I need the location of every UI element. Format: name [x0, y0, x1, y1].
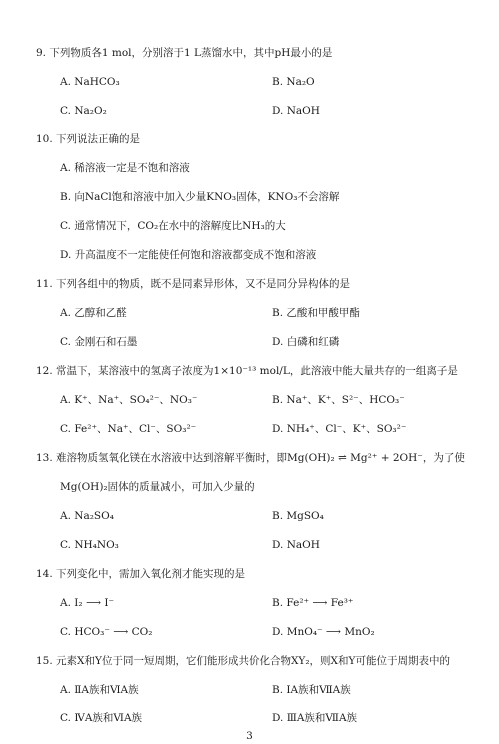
question-11-option-c: C. 金刚石和石墨: [60, 336, 138, 348]
question-14-option-d: D. MnO₄⁻ ⟶ MnO₂: [272, 626, 375, 638]
question-15-option-a: A. ⅡA族和ⅥA族: [60, 684, 139, 696]
question-12-stem: 12. 常温下，某溶液中的氢离子浓度为1×10⁻¹³ mol/L，此溶液中能大量共存的一组离子是: [36, 365, 458, 377]
question-11-stem: 11. 下列各组中的物质，既不是同素异形体，又不是同分异构体的是: [36, 278, 351, 290]
question-15-stem: 15. 元素X和Y位于同一短周期，它们能形成共价化合物XY₂，则X和Y可能位于周期表中的: [36, 655, 450, 667]
question-9-option-b: B. Na₂O: [272, 76, 315, 88]
question-13-stem-continued: Mg(OH)₂固体的质量减小，可加入少量的: [60, 481, 255, 493]
question-13-option-d: D. NaOH: [272, 539, 320, 551]
question-10-option-b: B. 向NaCl饱和溶液中加入少量KNO₃固体，KNO₃不会溶解: [60, 191, 340, 203]
question-15-option-d: D. ⅢA族和ⅦA族: [272, 712, 358, 724]
question-15-option-c: C. ⅣA族和ⅥA族: [60, 712, 143, 724]
question-12-option-d: D. NH₄⁺、Cl⁻、K⁺、SO₃²⁻: [272, 423, 407, 435]
question-11-option-a: A. 乙醇和乙醛: [60, 307, 127, 319]
question-11-option-d: D. 白磷和红磷: [272, 336, 340, 348]
question-10-option-c: C. 通常情况下，CO₂在水中的溶解度比NH₃的大: [60, 220, 286, 232]
page-number: 3: [246, 730, 253, 742]
question-9-stem: 9. 下列物质各1 mol，分别溶于1 L蒸馏水中，其中pH最小的是: [36, 47, 333, 59]
question-10-option-a: A. 稀溶液一定是不饱和溶液: [60, 162, 190, 174]
question-9-option-d: D. NaOH: [272, 105, 320, 117]
question-12-option-b: B. Na⁺、K⁺、S²⁻、HCO₃⁻: [272, 394, 405, 406]
question-13-option-b: B. MgSO₄: [272, 510, 324, 522]
question-14-stem: 14. 下列变化中，需加入氧化剂才能实现的是: [36, 568, 246, 580]
question-10-option-d: D. 升高温度不一定能使任何饱和溶液都变成不饱和溶液: [60, 249, 317, 261]
question-14-option-c: C. HCO₃⁻ ⟶ CO₂: [60, 626, 153, 638]
question-11-option-b: B. 乙酸和甲酸甲酯: [272, 307, 360, 319]
question-15-option-b: B. ⅠA族和ⅦA族: [272, 684, 351, 696]
question-13-option-c: C. NH₄NO₃: [60, 539, 119, 551]
question-13-stem: 13. 难溶物质氢氧化镁在水溶液中达到溶解平衡时，即Mg(OH)₂ ⇌ Mg²⁺ + 2OH⁻，为了使: [36, 452, 465, 464]
question-12-option-c: C. Fe²⁺、Na⁺、Cl⁻、SO₃²⁻: [60, 423, 197, 435]
question-12-option-a: A. K⁺、Na⁺、SO₄²⁻、NO₃⁻: [60, 394, 198, 406]
question-14-option-a: A. I₂ ⟶ I⁻: [60, 597, 115, 609]
question-9-option-a: A. NaHCO₃: [60, 76, 120, 88]
question-10-stem: 10. 下列说法正确的是: [36, 133, 141, 145]
question-13-option-a: A. Na₂SO₄: [60, 510, 114, 522]
question-9-option-c: C. Na₂O₂: [60, 105, 107, 117]
question-14-option-b: B. Fe²⁺ ⟶ Fe³⁺: [272, 597, 354, 609]
